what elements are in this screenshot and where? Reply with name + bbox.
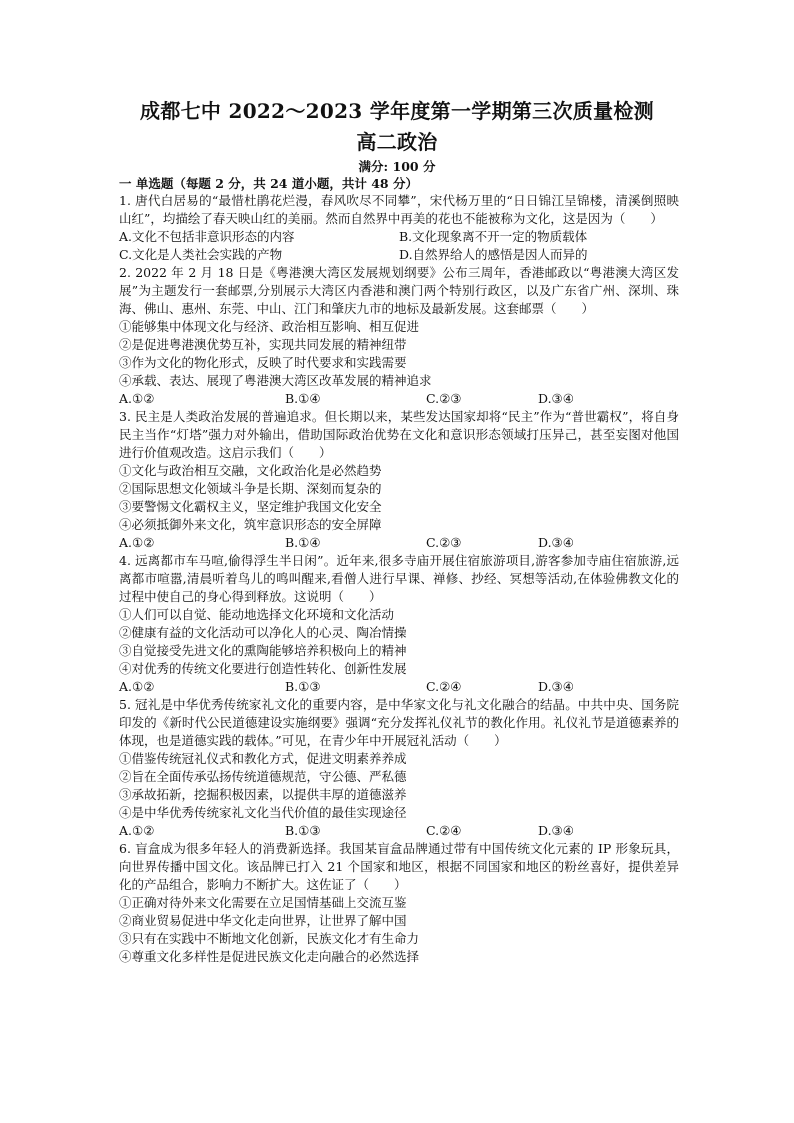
statement-item: ②国际思想文化领域斗争是长期、深刻而复杂的	[119, 481, 382, 496]
choice-b[interactable]: B.文化现象离不开一定的物质载体	[399, 229, 588, 244]
statement-item: ②是促进粤港澳优势互补，实现共同发展的精神纽带	[119, 337, 407, 352]
choice-row	[119, 822, 679, 840]
statement-item: ③只有在实践中不断地文化创新，民族文化才有生命力	[119, 931, 420, 946]
choice-d[interactable]: D.③④	[538, 535, 574, 550]
choice-b[interactable]: B.①④	[285, 535, 321, 550]
choice-c[interactable]: C.②③	[426, 535, 462, 550]
question-6	[119, 840, 679, 966]
choice-row	[119, 390, 679, 408]
choice-b[interactable]: B.①③	[285, 679, 321, 694]
statement-item: ①借鉴传统冠礼仪式和教化方式，促进文明素养养成	[119, 751, 407, 766]
question-stem: 6. 盲盒成为很多年轻人的消费新选择。我国某盲盒品牌通过带有中国传统文化元素的 IP 形象玩具，向世界传播中国文化。该品牌已打入 21 个国家和地区，根据不同国家和地区的粉丝喜好，提供差异化的产品组合，影响力不断扩大。这佐证了（ ）	[119, 841, 679, 892]
question-stem: 1. 唐代白居易的“最惜杜鹃花烂漫，春风吹尽不同攀”，宋代杨万里的“日日锦江呈锦楼，清溪倒照映山红”，均描绘了春天映山红的美丽。然而自然界中再美的花也不能被称为文化，这是因为（ ）	[119, 193, 679, 226]
statement-item: ③作为文化的物化形式，反映了时代要求和实践需要	[119, 355, 407, 370]
statement-item: ③承故拓新，挖掘积极因素，以提供丰厚的道德滋养	[119, 787, 407, 802]
question-1	[119, 192, 679, 264]
statement-item: ④必须抵御外来文化，筑牢意识形态的安全屏障	[119, 517, 382, 532]
choice-b[interactable]: B.①③	[285, 823, 321, 838]
choice-d[interactable]: D.③④	[538, 679, 574, 694]
choice-a[interactable]: A.①②	[119, 391, 155, 406]
choice-c[interactable]: C.②③	[426, 391, 462, 406]
question-5	[119, 696, 679, 840]
choice-row	[119, 678, 679, 696]
question-stem: 2. 2022 年 2 月 18 日是《粤港澳大湾区发展规划纲要》公布三周年，香港邮政以“粤港澳大湾区发展”为主题发行一套邮票,分别展示大湾区内香港和澳门两个特别行政区，以及广东省广州、深圳、珠海、佛山、惠州、东莞、中山、江门和肇庆九市的地标及最新发展。这套邮票（ ）	[119, 265, 679, 316]
question-stem: 3. 民主是人类政治发展的普遍追求。但长期以来，某些发达国家却将“民主”作为“普世霸权”，将自身民主当作“灯塔”强力对外输出，借助国际政治优势在文化和意识形态领域打压异己，甚至妄图对他国进行价值观改造。这启示我们（ ）	[119, 409, 679, 460]
statement-item: ②旨在全面传承弘扬传统道德规范，守公德、严私德	[119, 769, 407, 784]
statement-item: ④是中华优秀传统家礼文化当代价值的最佳实现途径	[119, 805, 407, 820]
choice-a[interactable]: A.文化不包括非意识形态的内容	[119, 229, 295, 244]
statement-item: ③要警惕文化霸权主义，坚定维护我国文化安全	[119, 499, 382, 514]
statement-item: ②健康有益的文化活动可以净化人的心灵、陶冶情操	[119, 625, 407, 640]
choice-c[interactable]: C.文化是人类社会实践的产物	[119, 247, 283, 262]
question-stem: 4. 远离都市车马喧,偷得浮生半日闲”。近年来,很多寺庙开展住宿旅游项目,游客参加寺庙住宿旅游,远离都市喧嚣,清晨听着鸟儿的鸣叫醒来,看僧人进行早课、禅修、抄经、冥想等活动,在体验佛教文化的过程中使自己的身心得到释放。这说明（ ）	[119, 553, 679, 604]
statement-item: ①能够集中体现文化与经济、政治相互影响、相互促进	[119, 319, 420, 334]
exam-title: 成都七中 2022～2023 学年度第一学期第三次质量检测 高二政治	[140, 99, 654, 154]
statement-item: ④尊重文化多样性是促进民族文化走向融合的必然选择	[119, 949, 420, 964]
choice-c[interactable]: C.②④	[426, 679, 462, 694]
choice-b[interactable]: B.①④	[285, 391, 321, 406]
statement-item: ④对优秀的传统文化要进行创造性转化、创新性发展	[119, 661, 407, 676]
full-score: 满分: 100 分	[358, 159, 436, 174]
choice-a[interactable]: A.①②	[119, 679, 155, 694]
question-2	[119, 264, 679, 408]
statement-item: ①正确对待外来文化需要在立足国情基础上交流互鉴	[119, 895, 407, 910]
choice-a[interactable]: A.①②	[119, 535, 155, 550]
question-4	[119, 552, 679, 696]
choice-d[interactable]: D.自然界给人的感悟是因人而异的	[399, 247, 588, 262]
statement-item: ①文化与政治相互交融，文化政治化是必然趋势	[119, 463, 382, 478]
choice-row	[119, 246, 679, 264]
statement-item: ④承载、表达、展现了粤港澳大湾区改革发展的精神追求	[119, 373, 432, 388]
question-3	[119, 408, 679, 552]
choice-a[interactable]: A.①②	[119, 823, 155, 838]
choice-c[interactable]: C.②④	[426, 823, 462, 838]
choice-row	[119, 534, 679, 552]
choice-d[interactable]: D.③④	[538, 391, 574, 406]
exam-content	[119, 175, 679, 966]
choice-row	[119, 228, 679, 246]
statement-item: ①人们可以自觉、能动地选择文化环境和文化活动	[119, 607, 395, 622]
statement-item: ②商业贸易促进中华文化走向世界，让世界了解中国	[119, 913, 407, 928]
question-stem: 5. 冠礼是中华优秀传统家礼文化的重要内容，是中华家文化与礼文化融合的结晶。中共中央、国务院印发的《新时代公民道德建设实施纲要》强调“充分发挥礼仪礼节的教化作用。礼仪礼节是道德素养的体现，也是道德实践的载体。”可见，在青少年中开展冠礼活动（ ）	[119, 697, 679, 748]
section-heading: 一 单选题（每题 2 分，共 24 道小题，共计 48 分）	[119, 176, 418, 191]
choice-d[interactable]: D.③④	[538, 823, 574, 838]
statement-item: ③自觉接受先进文化的熏陶能够培养积极向上的精神	[119, 643, 407, 658]
